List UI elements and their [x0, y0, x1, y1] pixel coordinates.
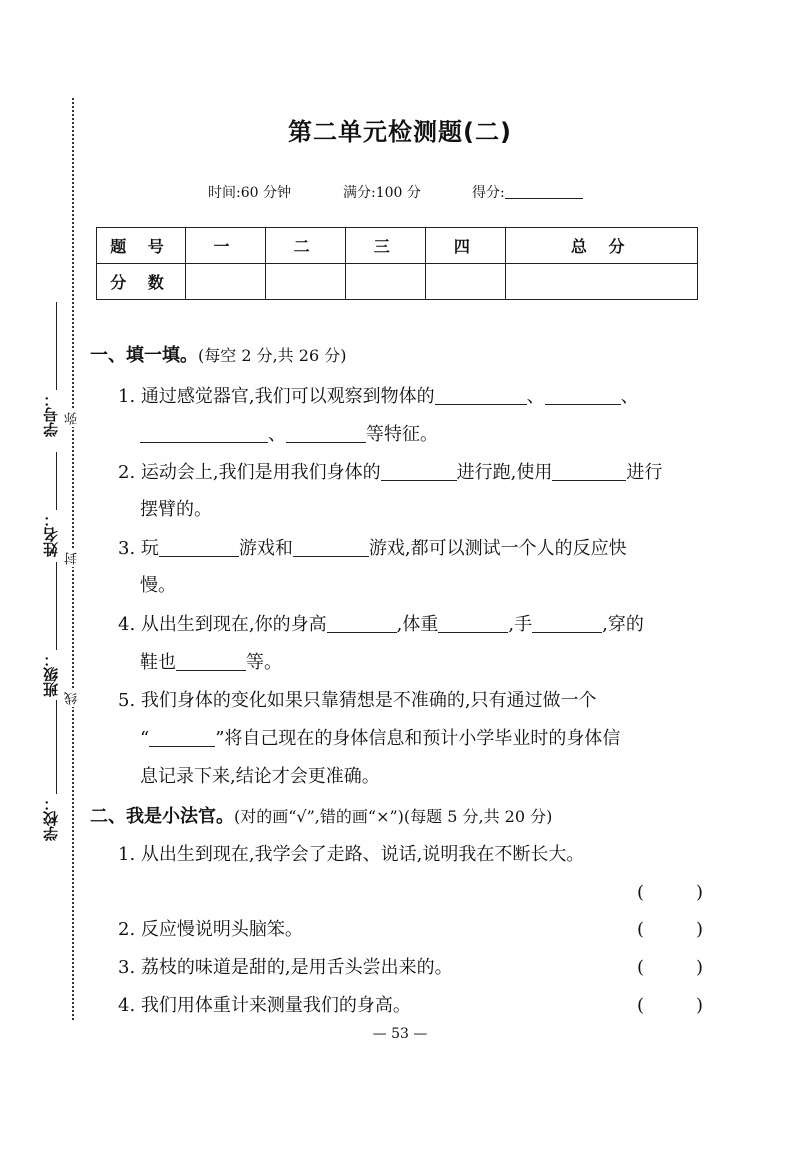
q4-text: 鞋也 [140, 652, 176, 673]
q4-blank4[interactable] [176, 652, 246, 671]
page-title: 第二单元检测题(二) [288, 118, 512, 146]
score-input-cell[interactable] [266, 264, 346, 300]
q4-text: ,手 [508, 614, 533, 635]
section1-heading [90, 344, 346, 368]
school-blank [56, 700, 57, 794]
judge-item-4: 4. 我们用体重计来测量我们的身高。 [118, 995, 411, 1016]
score-table-cell: 二 [266, 228, 346, 264]
paren-close: ) [695, 919, 703, 940]
q1-line1 [118, 385, 639, 409]
q4-blank1[interactable] [327, 614, 397, 633]
score-table-cell: 四 [426, 228, 506, 264]
paren-open: ( [637, 882, 645, 903]
score-label: 得分: [472, 185, 505, 201]
score-input-cell[interactable] [506, 264, 698, 300]
score-input-cell[interactable] [346, 264, 426, 300]
full-score: 满分:100 分 [343, 185, 421, 201]
class-label: 班级： [42, 652, 60, 697]
q5-line3: 息记录下来,结论才会更准确。 [140, 766, 380, 787]
paren-close: ) [695, 882, 703, 903]
q5-text: ”将自己现在的身体信息和预计小学毕业时的身体信 [215, 728, 621, 749]
q4-line2 [140, 651, 282, 675]
q5-blank[interactable] [149, 728, 215, 747]
answer-paren-3[interactable] [637, 956, 703, 980]
section1-note: (每空 2 分,共 26 分) [198, 346, 347, 365]
q1-sep: 、 [620, 386, 639, 407]
q3-blank2[interactable] [293, 538, 369, 557]
judge-item-3: 3. 荔枝的味道是甜的,是用舌头尝出来的。 [118, 957, 453, 978]
q1-blank2[interactable] [545, 386, 621, 405]
section2-title: 二、我是小法官。 [90, 806, 234, 827]
section2-note: (对的画“√”,错的画“×”)(每题 5 分,共 20 分) [234, 807, 553, 826]
school-label: 学校： [42, 796, 60, 841]
score-table-score-row [97, 264, 698, 300]
q4-blank3[interactable] [532, 614, 602, 633]
student-id-label: 学号： [42, 392, 60, 437]
name-label: 姓名： [42, 512, 60, 557]
paren-close: ) [695, 957, 703, 978]
q2-blank2[interactable] [552, 462, 626, 481]
seal-feng: 封 [65, 552, 80, 565]
answer-paren-2[interactable] [637, 918, 703, 942]
score-table [96, 227, 698, 300]
q3-text: 游戏和 [238, 538, 293, 559]
q2-blank1[interactable] [381, 462, 457, 481]
q5-line1: 5. 我们身体的变化如果只靠猜想是不准确的,只有通过做一个 [118, 690, 597, 711]
q4-text: 4. 从出生到现在,你的身高 [118, 614, 327, 635]
q3-line1 [118, 537, 627, 561]
class-blank [56, 562, 57, 650]
paren-open: ( [637, 995, 645, 1016]
page-number: — 53 — [372, 1026, 428, 1042]
section1-title: 一、填一填。 [90, 345, 198, 366]
q2-line1 [118, 461, 662, 485]
score-blank[interactable] [505, 184, 583, 199]
q2-text: 进行 [626, 462, 663, 483]
paren-open: ( [637, 919, 645, 940]
answer-paren-1[interactable] [637, 881, 703, 905]
answer-paren-4[interactable] [637, 994, 703, 1018]
section2-heading [90, 805, 552, 829]
score-input-cell[interactable] [186, 264, 266, 300]
q4-text: ,体重 [396, 614, 439, 635]
q3-blank1[interactable] [159, 538, 239, 557]
q1-blank3[interactable] [140, 424, 268, 443]
q3-text: 游戏,都可以测试一个人的反应快 [368, 538, 627, 559]
judge-item-2: 2. 反应慢说明头脑笨。 [118, 919, 303, 940]
q1-text: 1. 通过感觉器官,我们可以观察到物体的 [118, 386, 435, 407]
paren-close: ) [695, 995, 703, 1016]
q1-end: 等特征。 [366, 424, 438, 445]
paren-open: ( [637, 957, 645, 978]
student-id-blank [56, 302, 57, 390]
q1-sep: 、 [526, 386, 545, 407]
q4-text: 等。 [246, 652, 282, 673]
score-table-cell: 总 分 [506, 228, 698, 264]
score-table-header-row [97, 228, 698, 264]
score-table-cell: 分 数 [97, 264, 186, 300]
q3-text: 3. 玩 [118, 538, 159, 559]
seal-mi: 弥 [65, 412, 80, 425]
score-field [472, 182, 583, 202]
score-table-cell: 一 [186, 228, 266, 264]
score-input-cell[interactable] [426, 264, 506, 300]
q5-quote-open: “ [140, 728, 150, 749]
q2-text: 2. 运动会上,我们是用我们身体的 [118, 462, 381, 483]
q2-text: 进行跑,使用 [456, 462, 553, 483]
q2-line2: 摆臂的。 [140, 499, 212, 520]
q4-line1 [118, 613, 644, 637]
q4-blank2[interactable] [438, 614, 508, 633]
score-table-cell: 题 号 [97, 228, 186, 264]
q3-line2: 慢。 [140, 575, 176, 596]
exam-time: 时间:60 分钟 [208, 185, 291, 201]
q1-sep: 、 [268, 424, 286, 445]
seal-xian: 线 [65, 692, 80, 705]
q1-line2 [140, 423, 438, 447]
q1-blank4[interactable] [286, 424, 366, 443]
q5-line2 [140, 727, 620, 751]
score-table-cell: 三 [346, 228, 426, 264]
name-blank [56, 452, 57, 510]
q1-blank1[interactable] [435, 386, 527, 405]
q4-text: ,穿的 [602, 614, 644, 635]
judge-item-1: 1. 从出生到现在,我学会了走路、说话,说明我在不断长大。 [118, 844, 585, 865]
